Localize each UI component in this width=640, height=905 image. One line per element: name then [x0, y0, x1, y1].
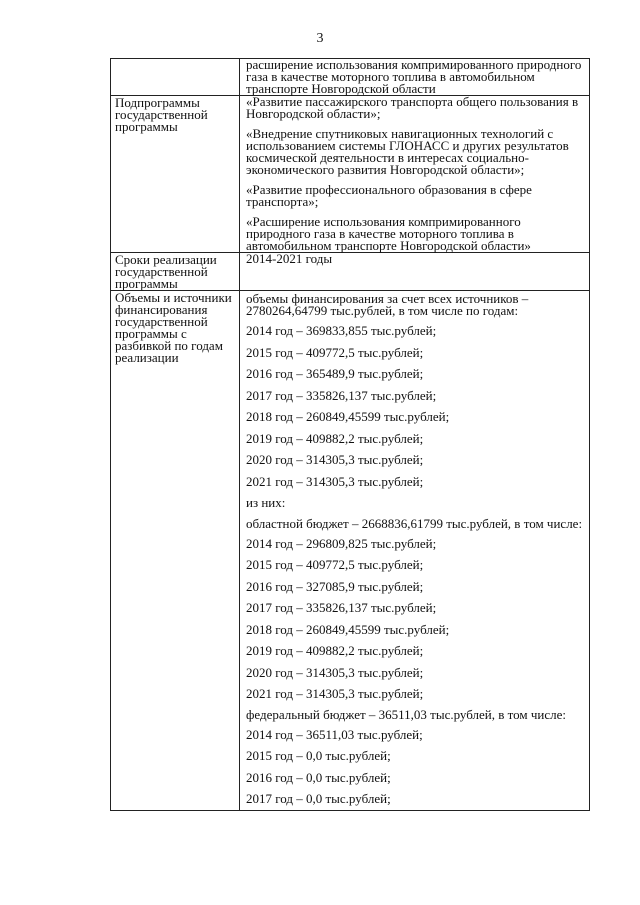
row-label: Сроки реализации государственной программы [111, 253, 240, 291]
financing-line: 2017 год – 335826,137 тыс.рублей; [246, 387, 437, 403]
program-passport-table [110, 58, 590, 811]
financing-line: 2017 год – 0,0 тыс.рублей; [246, 791, 391, 806]
paragraph: 2014-2021 годы [246, 251, 333, 266]
paragraph: «Расширение использования компримированного природного газа в качестве моторного топлива в автомобильном транспорте Новгородской области» [246, 214, 531, 253]
financing-line: 2020 год – 314305,3 тыс.рублей; [246, 452, 424, 467]
financing-line: 2016 год – 0,0 тыс.рублей; [246, 769, 391, 785]
financing-line: 2015 год – 409772,5 тыс.рублей; [246, 557, 424, 572]
financing-line: 2014 год – 296809,825 тыс.рублей; [246, 535, 437, 551]
table-row [111, 253, 590, 291]
row-label [111, 59, 240, 96]
financing-line: 2016 год – 327085,9 тыс.рублей; [246, 578, 424, 594]
financing-line: 2015 год – 409772,5 тыс.рублей; [246, 344, 424, 360]
table-row [111, 96, 590, 253]
financing-line: 2016 год – 365489,9 тыс.рублей; [246, 366, 424, 381]
row-content [240, 59, 590, 96]
financing-line: 2019 год – 409882,2 тыс.рублей; [246, 643, 424, 658]
row-content [240, 291, 590, 811]
financing-line: областной бюджет – 2668836,61799 тыс.рублей, в том числе: [246, 515, 583, 531]
financing-line: 2014 год – 36511,03 тыс.рублей; [246, 726, 423, 742]
row-label: Подпрограммы государственной программы [111, 96, 240, 253]
table-row [111, 59, 590, 96]
financing-line: 2015 год – 0,0 тыс.рублей; [246, 748, 391, 763]
financing-line: из них: [246, 495, 286, 510]
financing-line: 2017 год – 335826,137 тыс.рублей; [246, 600, 437, 615]
table-row [111, 291, 590, 811]
paragraph: «Развитие пассажирского транспорта общего пользования в Новгородской области»; [246, 94, 579, 121]
financing-line: 2019 год – 409882,2 тыс.рублей; [246, 430, 424, 446]
row-label: Объемы и источники финансирования государственной программы с разбивкой по годам реализации [111, 291, 240, 811]
paragraph: расширение использования компримированного природного газа в качестве моторного топлива в автомобильном транспорте Новгородской области [246, 57, 582, 96]
financing-line: объемы финансирования за счет всех источников – 2780264,64799 тыс.рублей, в том числе по годам: [246, 291, 529, 318]
paragraph: «Внедрение спутниковых навигационных технологий с использованием системы ГЛОНАСС и других результатов космической деятельности в интересах социально-экономического развития Новгородской области»; [246, 126, 569, 177]
row-content [240, 96, 590, 253]
page-number: 3 [316, 31, 324, 46]
financing-line: 2021 год – 314305,3 тыс.рублей; [246, 473, 424, 489]
financing-line: 2018 год – 260849,45599 тыс.рублей; [246, 409, 450, 424]
financing-line: 2014 год – 369833,855 тыс.рублей; [246, 323, 437, 338]
row-content [240, 253, 590, 291]
paragraph: «Развитие профессионального образования в сфере транспорта»; [246, 182, 532, 209]
financing-line: 2018 год – 260849,45599 тыс.рублей; [246, 621, 450, 637]
financing-line: федеральный бюджет – 36511,03 тыс.рублей, в том числе: [246, 706, 567, 722]
financing-line: 2020 год – 314305,3 тыс.рублей; [246, 664, 424, 680]
financing-line: 2021 год – 314305,3 тыс.рублей; [246, 686, 424, 701]
